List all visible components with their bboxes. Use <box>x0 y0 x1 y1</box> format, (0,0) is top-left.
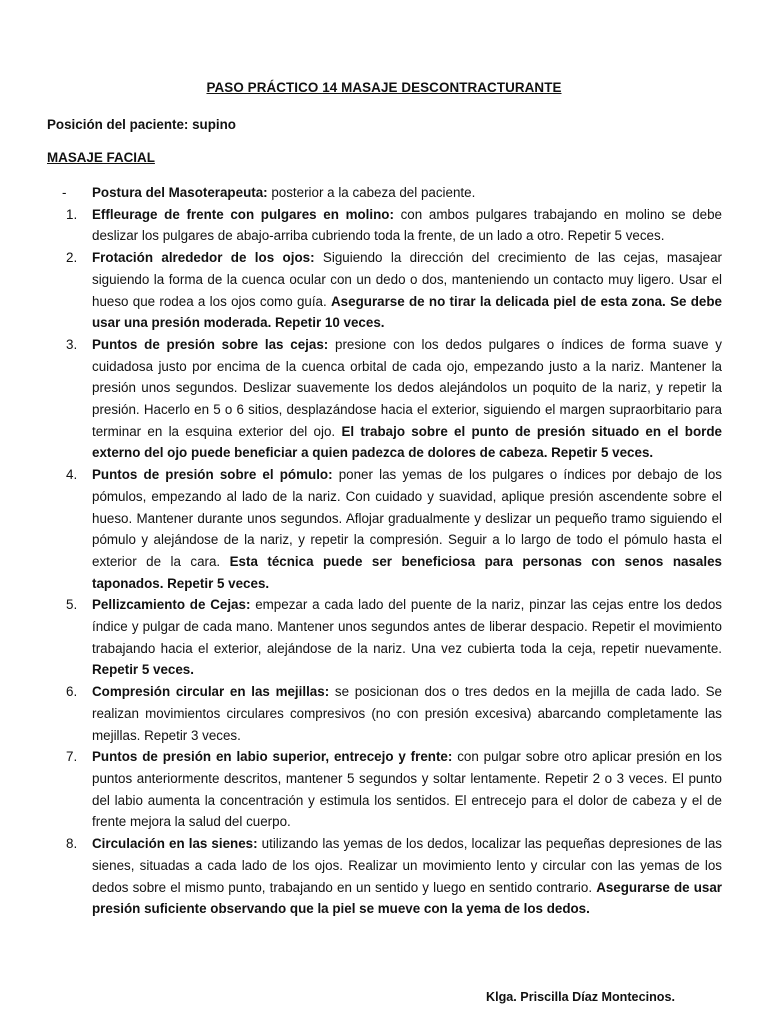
technique-list <box>0 182 768 920</box>
list-item-marker: 6. <box>66 684 78 700</box>
signature: Klga. Priscilla Díaz Montecinos. <box>486 990 675 1004</box>
list-item-text: poner las yemas de los pulgares o índices por debajo de los pómulos, empezando al lado de la nariz. Con cuidado y suavidad, aplique presión ascendente sobre el hueso. Mantener durante unos segundos. Aflojar gradualmente y deslizar un pequeño tramo siguiendo el pómulo y alejándose de la nariz, y repetir la compresión. Seguir a lo largo de todo el pómulo hasta el exterior de la cara. <box>92 467 723 569</box>
list-item-label: Puntos de presión sobre las cejas: <box>92 336 329 352</box>
list-item-marker: 1. <box>66 206 78 222</box>
list-item-text: con pulgar sobre otro aplicar presión en los puntos anteriormente descritos, mantener 5 segundos y soltar lentamente. Repetir 2 o 3 veces. El punto del labio aumenta la concentración y estimula los sentidos. El entrecejo para el dolor de cabeza y el de frente mejora la salud del cuerpo. <box>92 749 722 830</box>
list-item-bold-text: Asegurarse de usar presión suficiente observando que la piel se mueve con la yema de los dedos. <box>92 879 723 917</box>
list-item-label: Frotación alrededor de los ojos: <box>92 250 315 266</box>
list-item-marker: 5. <box>66 597 78 613</box>
list-item <box>66 746 722 833</box>
list-item-label: Postura del Masoterapeuta: <box>92 185 268 200</box>
list-item-text: empezar a cada lado del puente de la nariz, pinzar las cejas entre los dedos índice y pulgar de cada mano. Mantener unos segundos antes de liberar despacio. Repetir el movimiento trabajando hacia el exterior, alejándose de la nariz. Una vez cubierta toda la ceja, repetir nuevamente. <box>92 597 722 656</box>
list-item-marker: - <box>62 185 67 200</box>
list-item <box>66 204 723 247</box>
document-title: PASO PRÁCTICO 14 MASAJE DESCONTRACTURANTE <box>206 80 562 95</box>
list-item-marker: 7. <box>66 749 78 765</box>
list-item-label: Compresión circular en las mejillas: <box>92 684 330 700</box>
list-item-marker: 3. <box>66 336 78 352</box>
list-item-label: Effleurage de frente con pulgares en molino: <box>92 206 394 222</box>
list-item <box>62 182 722 204</box>
list-item-bold-text: Esta técnica puede ser beneficiosa para personas con senos nasales taponados. Repetir 5 veces. <box>92 553 722 591</box>
list-item-text: utilizando las yemas de los dedos, localizar las pequeñas depresiones de las sienes, situadas a cada lado de los ojos. Realizar un movimiento lento y circular con las yemas de los dedos sobre el mismo punto, trabajando en un sentido y luego en sentido contrario. <box>92 836 722 895</box>
list-item <box>66 247 722 334</box>
list-item-text: se posicionan dos o tres dedos en la mejilla de cada lado. Se realizan movimientos circulares compresivos (no con presión excesiva) abarcando completamente las mejillas. Repetir 3 veces. <box>92 684 722 743</box>
list-item <box>66 334 722 464</box>
list-item-label: Circulación en las sienes: <box>92 836 258 852</box>
list-item <box>66 681 722 746</box>
list-item-bold-text: El trabajo sobre el punto de presión situado en el borde externo del ojo puede beneficiar a quien padezca de dolores de cabeza. Repetir 5 veces. <box>92 423 722 461</box>
patient-position: Posición del paciente: supino <box>47 117 236 132</box>
list-item-label: Puntos de presión sobre el pómulo: <box>92 467 333 483</box>
section-heading: MASAJE FACIAL <box>47 150 155 165</box>
list-item-bold-text: Repetir 5 veces. <box>92 662 194 678</box>
list-item-marker: 4. <box>66 467 78 483</box>
list-item <box>66 594 722 681</box>
list-item <box>66 833 723 920</box>
list-item-text: Siguiendo la dirección del crecimiento de las cejas, masajear siguiendo la forma de la cuenca ocular con un dedo o dos, manteniendo un contacto muy ligero. Usar el hueso que rodea a los ojos como guía. <box>92 250 722 309</box>
list-item-bold-text: Asegurarse de no tirar la delicada piel de esta zona. Se debe usar una presión moderada. Repetir 10 veces. <box>92 293 722 331</box>
list-item-marker: 8. <box>66 836 78 852</box>
list-item <box>66 464 723 594</box>
list-item-label: Puntos de presión en labio superior, entrecejo y frente: <box>92 749 453 765</box>
list-item-text: posterior a la cabeza del paciente. <box>267 185 476 200</box>
list-item-label: Pellizcamiento de Cejas: <box>92 597 251 613</box>
list-item-marker: 2. <box>66 250 78 266</box>
list-item-text: con ambos pulgares trabajando en molino se debe deslizar los pulgares de abajo-arriba cubriendo toda la frente, de un lado a otro. Repetir 5 veces. <box>92 206 723 244</box>
list-item-text: presione con los dedos pulgares o índices de forma suave y cuidadosa justo por encima de la cuenca orbital de cada ojo, empezando justo a la nariz. Mantener la presión unos segundos. Deslizar suavemente los dedos alejándolos un poquito de la nariz, y repetir la presión. Hacerlo en 5 o 6 sitios, desplazándose hacia el exterior, siguiendo el margen supraorbitario para terminar en la esquina exterior del ojo. <box>92 336 722 439</box>
